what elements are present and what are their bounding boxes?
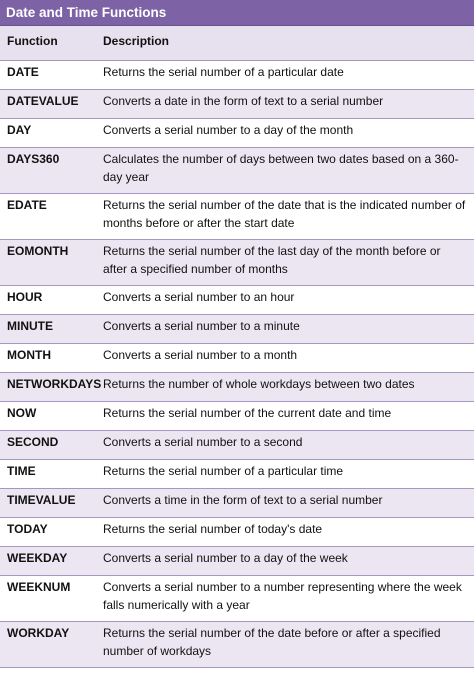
function-name: WEEKDAY (7, 551, 68, 565)
table-row (0, 431, 474, 460)
function-name: EOMONTH (7, 244, 69, 258)
function-name: TIME (7, 464, 36, 478)
column-header-description: Description (103, 34, 170, 48)
function-description: Returns the serial number of the current date and time (103, 406, 392, 420)
table-row (0, 61, 474, 90)
function-description: Converts a serial number to a second (103, 435, 303, 449)
function-description: Returns the number of whole workdays between two dates (103, 377, 415, 391)
table-row (0, 286, 474, 315)
function-name: DATEVALUE (7, 94, 79, 108)
table-title: Date and Time Functions (0, 0, 474, 26)
function-description: Converts a serial number to a number representing where the week falls numerically with a year (103, 580, 462, 612)
function-name: DATE (7, 65, 39, 79)
table-row (0, 622, 474, 668)
table-row (0, 402, 474, 431)
function-name: MINUTE (7, 319, 53, 333)
table-row (0, 315, 474, 344)
function-description: Returns the serial number of today's date (103, 522, 323, 536)
function-name: EDATE (7, 198, 47, 212)
function-name: WEEKNUM (7, 580, 71, 594)
function-description: Converts a serial number to an hour (103, 290, 295, 304)
function-description: Converts a serial number to a day of the month (103, 123, 354, 137)
column-header-function: Function (7, 34, 58, 48)
function-name: MONTH (7, 348, 51, 362)
table-row (0, 240, 474, 286)
table-row (0, 373, 474, 402)
table-row (0, 344, 474, 373)
function-description: Returns the serial number of the date that is the indicated number of months before or after the start date (103, 198, 466, 230)
table-row (0, 576, 474, 622)
function-name: SECOND (7, 435, 59, 449)
function-description: Returns the serial number of the date before or after a specified number of workdays (103, 626, 441, 658)
function-name: HOUR (7, 290, 43, 304)
function-description: Converts a date in the form of text to a serial number (103, 94, 384, 108)
function-description: Returns the serial number of the last day of the month before or after a specified number of months (103, 244, 441, 276)
function-name: TODAY (7, 522, 48, 536)
table-row (0, 547, 474, 576)
table-row (0, 148, 474, 194)
function-name: WORKDAY (7, 626, 70, 640)
function-description: Converts a serial number to a month (103, 348, 298, 362)
function-description: Returns the serial number of a particular date (103, 65, 344, 79)
function-name: DAYS360 (7, 152, 60, 166)
function-description: Converts a time in the form of text to a serial number (103, 493, 383, 507)
function-description: Converts a serial number to a minute (103, 319, 300, 333)
table-row (0, 460, 474, 489)
function-description: Converts a serial number to a day of the week (103, 551, 348, 565)
column-header-row (0, 26, 474, 61)
function-name: TIMEVALUE (7, 493, 76, 507)
function-description: Calculates the number of days between two dates based on a 360-day year (103, 152, 459, 184)
function-name: DAY (7, 123, 32, 137)
function-description: Returns the serial number of a particular time (103, 464, 344, 478)
function-name: NETWORKDAYS (7, 377, 102, 391)
table-row (0, 518, 474, 547)
table-row (0, 90, 474, 119)
table-row (0, 119, 474, 148)
table-row (0, 489, 474, 518)
table-row (0, 194, 474, 240)
function-name: NOW (7, 406, 37, 420)
